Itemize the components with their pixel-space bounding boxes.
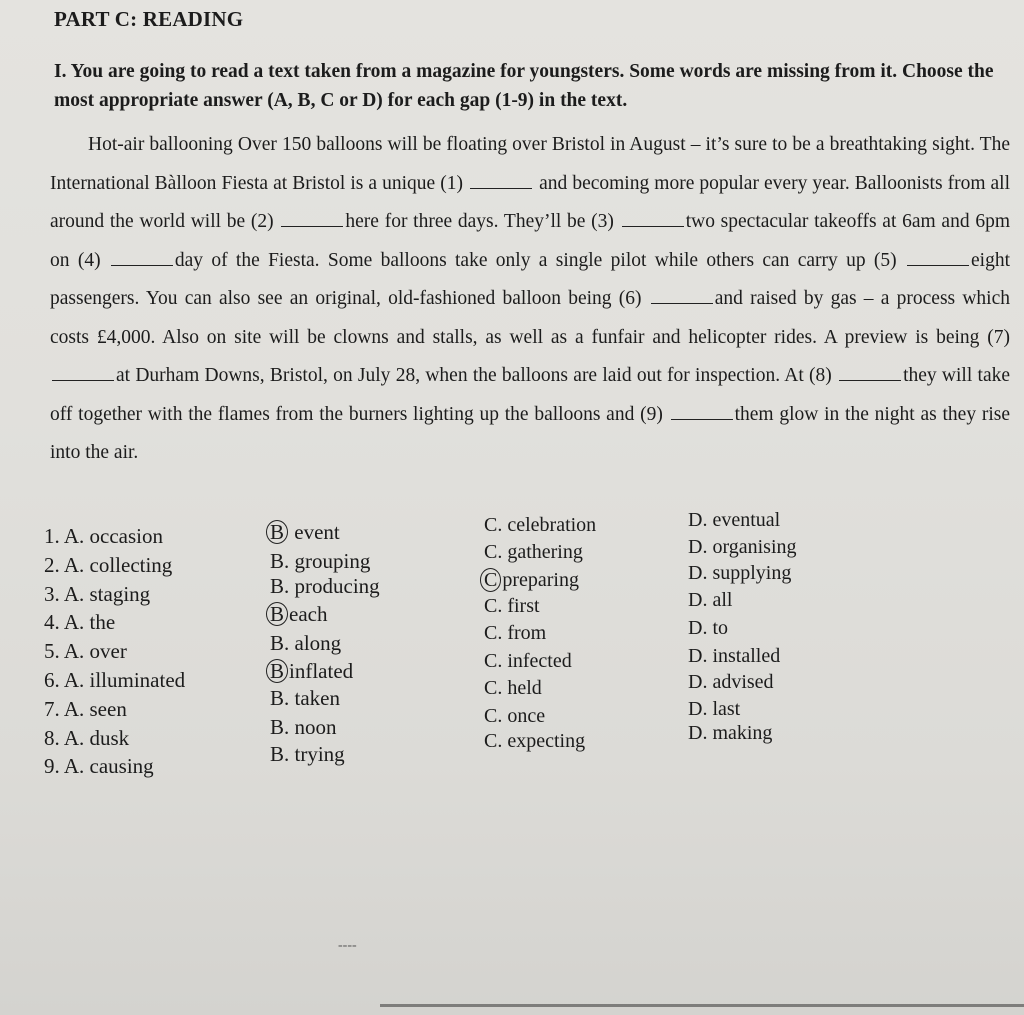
answer-circle-mark: B [266,659,288,683]
option-b[interactable]: B. trying [270,742,345,767]
option-a[interactable]: 2. A. collecting [44,552,173,577]
option-a[interactable]: 3. A. staging [44,581,151,606]
option-d[interactable]: D. all [688,589,733,612]
option-d[interactable]: D. eventual [688,509,781,531]
gap-9 [671,401,733,420]
option-a[interactable]: 4. A. the [44,610,116,635]
passage-sentence-1: Hot-air ballooning Over 150 balloons will be floating over Bristol in August – it’s sure to be a breathtaking sight. The International Bàlloon Fiesta at Bristol is a unique (1) [50,134,1010,194]
option-d[interactable]: D. to [688,617,728,640]
option-d[interactable]: D. supplying [688,561,792,584]
option-a[interactable]: 1. A. occasion [44,524,163,548]
gap-8 [839,362,901,381]
option-a[interactable]: 8. A. dusk [44,725,130,750]
option-d[interactable]: D. making [688,722,773,745]
page-edge-shadow [380,1004,1024,1007]
option-b[interactable]: B. taken [270,685,340,710]
answer-circle-mark: B [266,602,288,626]
option-c[interactable]: C. celebration [484,514,597,536]
option-c[interactable]: C. first [484,595,540,618]
reading-passage [50,126,1010,473]
option-c[interactable] [484,568,579,592]
option-c[interactable]: C. once [484,704,546,727]
option-b[interactable]: B. grouping [270,548,371,573]
option-d[interactable]: D. advised [688,670,774,693]
gap-3 [622,208,684,227]
passage-sentence-5: day of the Fiesta. Some balloons take only a single pilot while others can carry up (5) [174,249,897,271]
gap-5 [907,247,969,266]
option-b-text: inflated [289,659,354,683]
task-instructions: I. You are going to read a text taken from a magazine for youngsters. Some words are missing from it. Choose the most appropriate answer (A, B, C or D) for each gap (1-9) in the text. [54,61,994,111]
option-c[interactable]: C. gathering [484,540,583,563]
option-b[interactable]: B. along [270,631,342,656]
answer-circle-mark: C [480,568,501,592]
option-c[interactable]: C. held [484,676,542,699]
option-b[interactable] [270,659,353,684]
option-d[interactable]: D. organising [688,535,797,558]
passage-paragraph [50,126,1010,473]
answer-circle-mark: B [266,520,288,544]
option-c[interactable]: C. expecting [484,730,586,753]
option-c[interactable]: C. from [484,622,547,645]
section-heading: PART C: READING [54,7,244,31]
gap-1 [470,170,532,189]
passage-sentence-10: them glow in the night as they rise into the air. [50,403,1010,463]
option-b-text: event [289,520,340,544]
gap-7 [52,362,114,381]
option-b[interactable] [270,602,327,627]
passage-sentence-8: at Durham Downs, Bristol, on July 28, when the balloons are laid out for inspection. At (8) [116,365,832,386]
option-b[interactable]: B. noon [270,714,337,739]
gap-4 [111,247,173,266]
option-c-text: preparing [502,568,579,591]
option-b[interactable] [270,520,340,545]
option-d[interactable]: D. installed [688,645,781,667]
pencil-mark: ---- [338,938,357,953]
option-b[interactable]: B. producing [270,573,380,598]
passage-sentence-6: eight passengers. You can also see an original, old-fashioned balloon being (6) [50,249,1010,309]
gap-6 [651,285,713,304]
passage-sentence-2: and becoming more popular every year. Balloonists from all around the world will be (2) [50,172,1011,232]
option-a[interactable]: 9. A. causing [44,754,154,779]
option-a[interactable]: 5. A. over [44,639,127,664]
option-c[interactable]: C. infected [484,650,572,672]
passage-sentence-4: two spectacular takeoffs at 6am and 6pm on (4) [50,211,1011,271]
option-b-text: each [289,602,328,627]
gap-2 [281,208,343,227]
passage-sentence-7: and raised by gas – a process which costs £4,000. Also on site will be clowns and stalls, as well as a funfair and helicopter rides. A preview is being (7) [50,288,1011,348]
passage-sentence-3: here for three days. They’ll be (3) [345,211,614,232]
option-a[interactable]: 6. A. illuminated [44,668,186,692]
option-a[interactable]: 7. A. seen [44,696,127,721]
option-d[interactable]: D. last [688,697,741,720]
passage-sentence-9: they will take off together with the flames from the burners lighting up the balloons and (9) [50,365,1011,425]
